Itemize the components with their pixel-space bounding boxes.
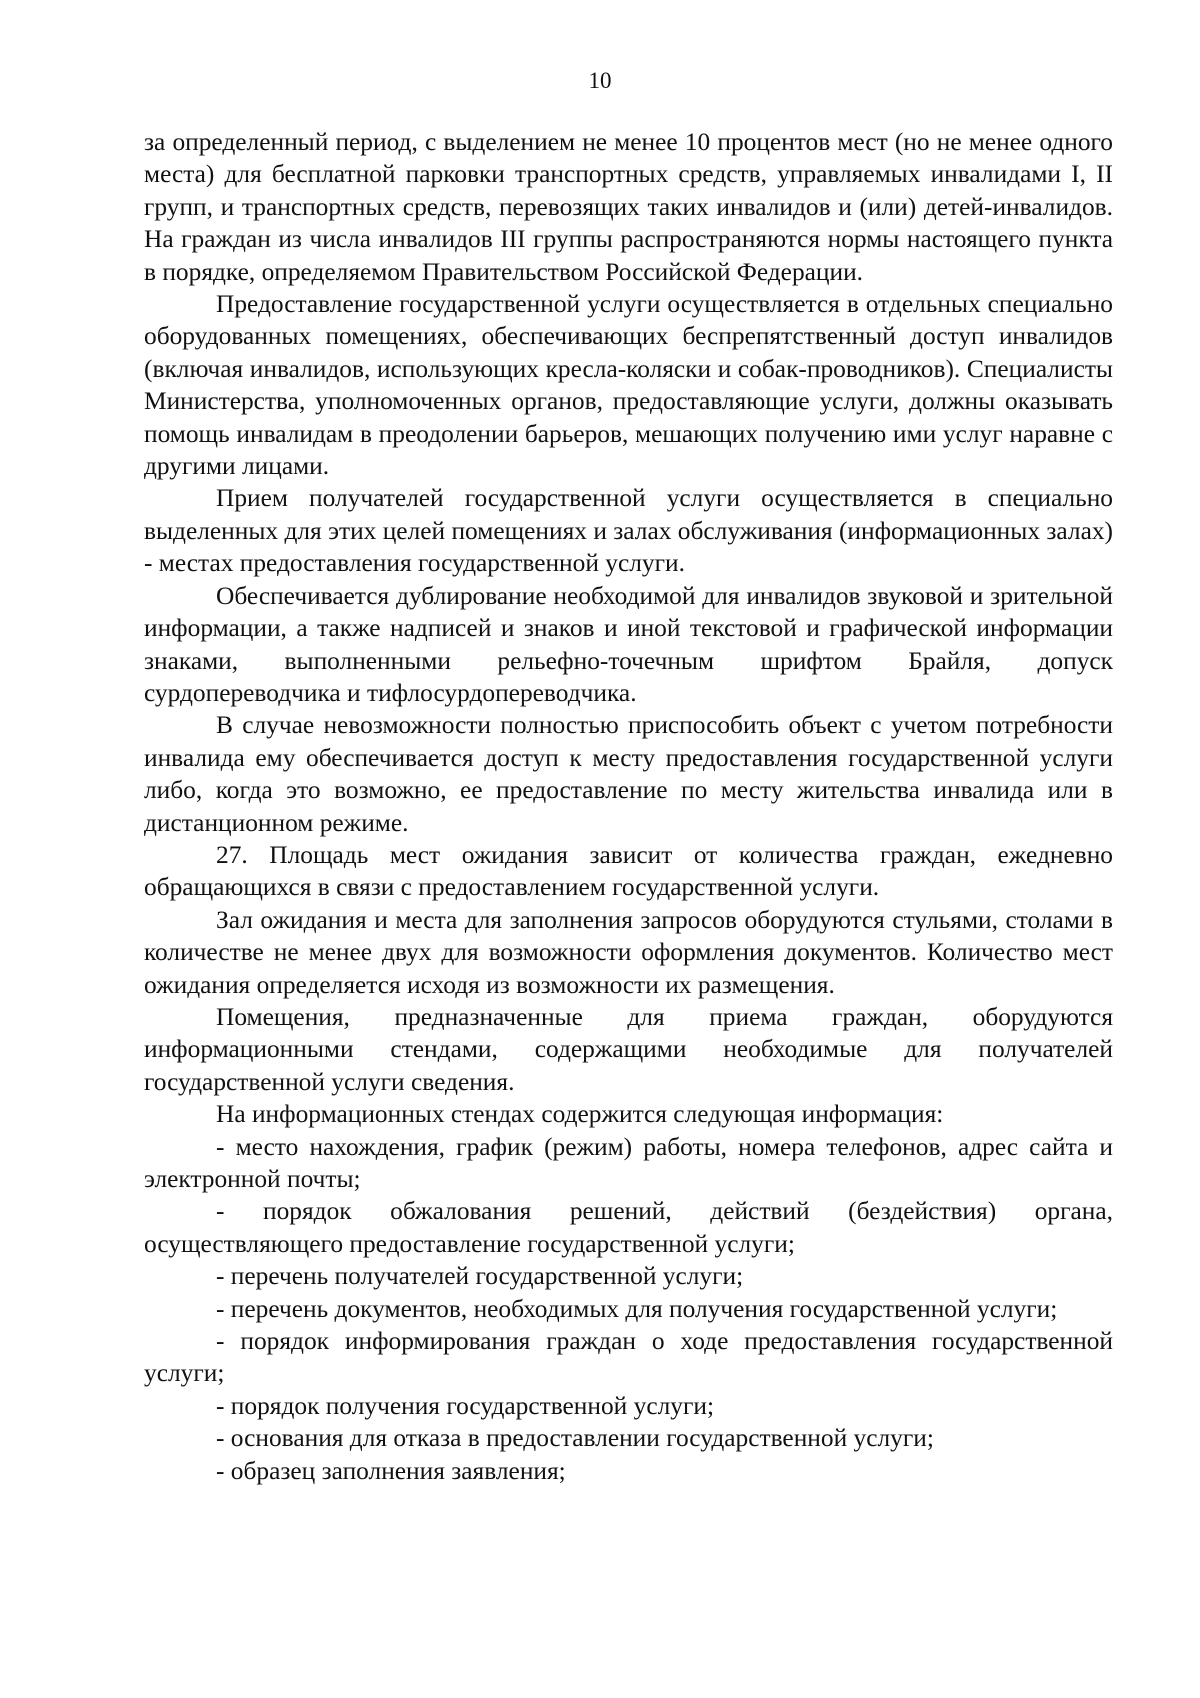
paragraph-continuation: за определенный период, с выделением не менее 10 процентов мест (но не менее одного места) для бесплатной парковки транспортных средств, управляемых инвалидами I, II групп, и транспортных средств, перевозящих таких инвалидов и (или) детей-инвалидов. На граждан из числа инвалидов III группы распространяются нормы настоящего пункта в порядке, определяемом Правительством Российской Федерации. <box>144 128 1113 286</box>
paragraph-waiting-hall: Зал ожидания и места для заполнения запросов оборудуются стульями, столами в количестве не менее двух для возможности оформления документов. Количество мест ожидания определяется исходя из возможности их размещения. <box>144 905 1113 999</box>
list-item-appeal-procedure: - порядок обжалования решений, действий (бездействия) органа, осуществляющего предоставление государственной услуги; <box>144 1197 1113 1258</box>
paragraph-reception-halls: Прием получателей государственной услуги осуществляется в специально выделенных для этих целей помещениях и залах обслуживания (информационных залах) - местах предоставления государственной услуги. <box>144 484 1113 578</box>
paragraph-stands-content-intro: На информационных стендах содержится следующая информация: <box>216 1100 944 1129</box>
paragraph-item-27: 27. Площадь мест ожидания зависит от количества граждан, ежедневно обращающихся в связи с предоставлением государственной услуги. <box>144 840 1113 902</box>
paragraph-information-stands: Помещения, предназначенные для приема граждан, оборудуются информационными стендами, содержащими необходимые для получателей государственной услуги сведения. <box>144 1002 1113 1096</box>
list-item-informing-procedure: - порядок информирования граждан о ходе предоставления государственной услуги; <box>144 1327 1113 1388</box>
list-item-application-sample: - образец заполнения заявления; <box>216 1456 566 1485</box>
paragraph-accessible-premises: Предоставление государственной услуги осуществляется в отдельных специально оборудованных помещениях, обеспечивающих беспрепятственный доступ инвалидов (включая инвалидов, использующих кресла-коляски и собак-проводников). Специалисты Министерства, уполномоченных органов, предоставляющие услуги, должны оказывать помощь инвалидам в преодолении барьеров, мешающих получению ими услуг наравне с другими лицами. <box>144 290 1113 481</box>
document-body <box>144 126 1113 1487</box>
paragraph-remote-access: В случае невозможности полностью приспособить объект с учетом потребности инвалида ему обеспечивается доступ к месту предоставления государственной услуги либо, когда это возможно, ее предоставление по месту жительства инвалида или в дистанционном режиме. <box>144 711 1113 837</box>
page-number: 10 <box>588 68 612 93</box>
paragraph-information-duplication: Обеспечивается дублирование необходимой для инвалидов звуковой и зрительной информации, а также надписей и знаков и иной текстовой и графической информации знаками, выполненными рельефно-точечным шрифтом Брайля, допуск сурдопереводчика и тифлосурдопереводчика. <box>144 581 1113 707</box>
list-item-documents: - перечень документов, необходимых для получения государственной услуги; <box>216 1294 1058 1323</box>
list-item-location-schedule: - место нахождения, график (режим) работы, номера телефонов, адрес сайта и электронной почты; <box>144 1132 1113 1193</box>
list-item-obtaining-procedure: - порядок получения государственной услуги; <box>216 1391 715 1420</box>
list-item-recipients: - перечень получателей государственной услуги; <box>216 1262 744 1291</box>
list-item-refusal-grounds: - основания для отказа в предоставлении государственной услуги; <box>216 1424 934 1453</box>
